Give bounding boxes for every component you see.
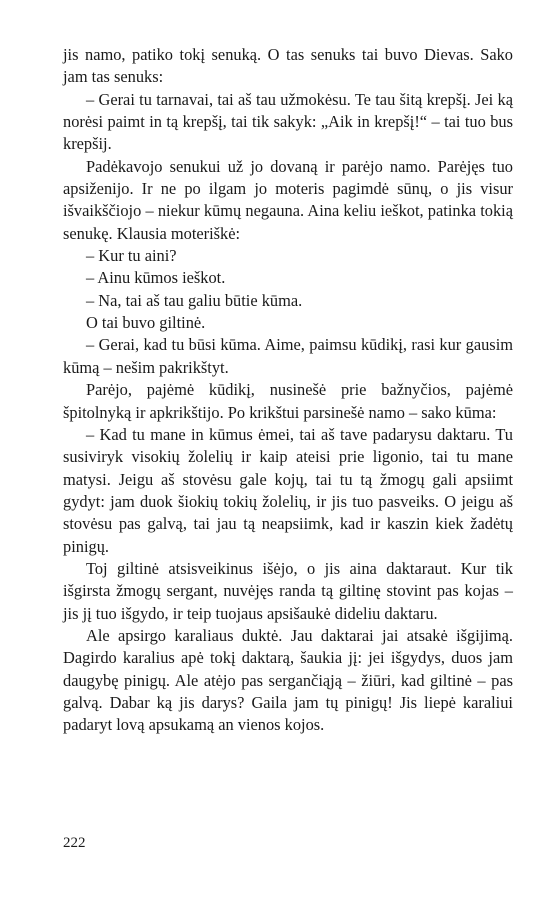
paragraph: Ale apsirgo karaliaus duktė. Jau daktarai jai atsakė išgijimą. Dagirdo karalius apė tokį daktarą, šaukia jį: jei išgydys, duos jam daugybę pinigų. Ale atėjo pas sergančiąją – žiūri, kad giltinė – pas galvą. Dabar ką jis darys? Gaila jam tų pinigų! Jis liepė karaliui padaryt lovą apsukamą an vienos kojos.	[63, 625, 513, 735]
paragraph: – Gerai tu tarnavai, tai aš tau užmokėsu. Te tau šitą krepšį. Jei ką norėsi paimt in tą krepšį, tai tik sakyk: „Aik in krepšį!“ – tai tuo bus krepšij.	[63, 89, 513, 154]
dialogue-line: – Kur tu aini?	[86, 246, 177, 266]
dialogue-line: – Gerai, kad tu būsi kūma. Aime, paimsu kūdikį, rasi kur gausim kūmą – nešim pakrikštyt.	[63, 335, 513, 377]
dialogue-line: – Na, tai aš tau galiu būtie kūma.	[86, 290, 303, 310]
paragraph: Parėjo, pajėmė kūdikį, nusinešė prie bažnyčios, pajėmė špitolnyką ir apkrikštijo. Po krikštui parsinešė namo – sako kūma:	[63, 380, 513, 422]
page-number: 222	[63, 835, 86, 851]
paragraph: Padėkavojo senukui už jo dovaną ir parėjo namo. Parėjęs tuo apsiženijo. Ir ne po ilgam jo moteris pagimdė sūnų, o jis visur išvaikščiojo – niekur kūmų negauna. Aina keliu ieškot, patinka tokią senukę. Klausia moteriškė:	[63, 156, 513, 243]
dialogue-line: – Ainu kūmos ieškot.	[86, 268, 226, 288]
body-text	[63, 44, 513, 737]
paragraph: O tai buvo giltinė.	[86, 313, 206, 333]
dialogue-line: – Kad tu mane in kūmus ėmei, tai aš tave padarysu daktaru. Tu susiviryk visokių žolelių ir kaip ateisi prie ligonio, tai tu mane matysi. Jeigu aš stovėsu gale kojų, tai tu tą žmogų gali apsiimt gydyt: jam duok šiokių tokių žolelių, ir jis tuo pasveiks. O jeigu aš stovėsu pas galvą, tai jau tą neapsiimk, kad ir kaszin kiek žadėtų pinigų.	[63, 424, 513, 556]
paragraph: Toj giltinė atsisveikinus išėjo, o jis aina daktaraut. Kur tik išgirsta žmogų sergant, nuvėjęs randa tą giltinę stovint pas kojas – jis jį tuo išgydo, ir teip tuojaus apsišaukė dideliu daktaru.	[63, 558, 513, 623]
paragraph: jis namo, patiko tokį senuką. O tas senuks tai buvo Dievas. Sako jam tas senuks:	[63, 45, 513, 87]
